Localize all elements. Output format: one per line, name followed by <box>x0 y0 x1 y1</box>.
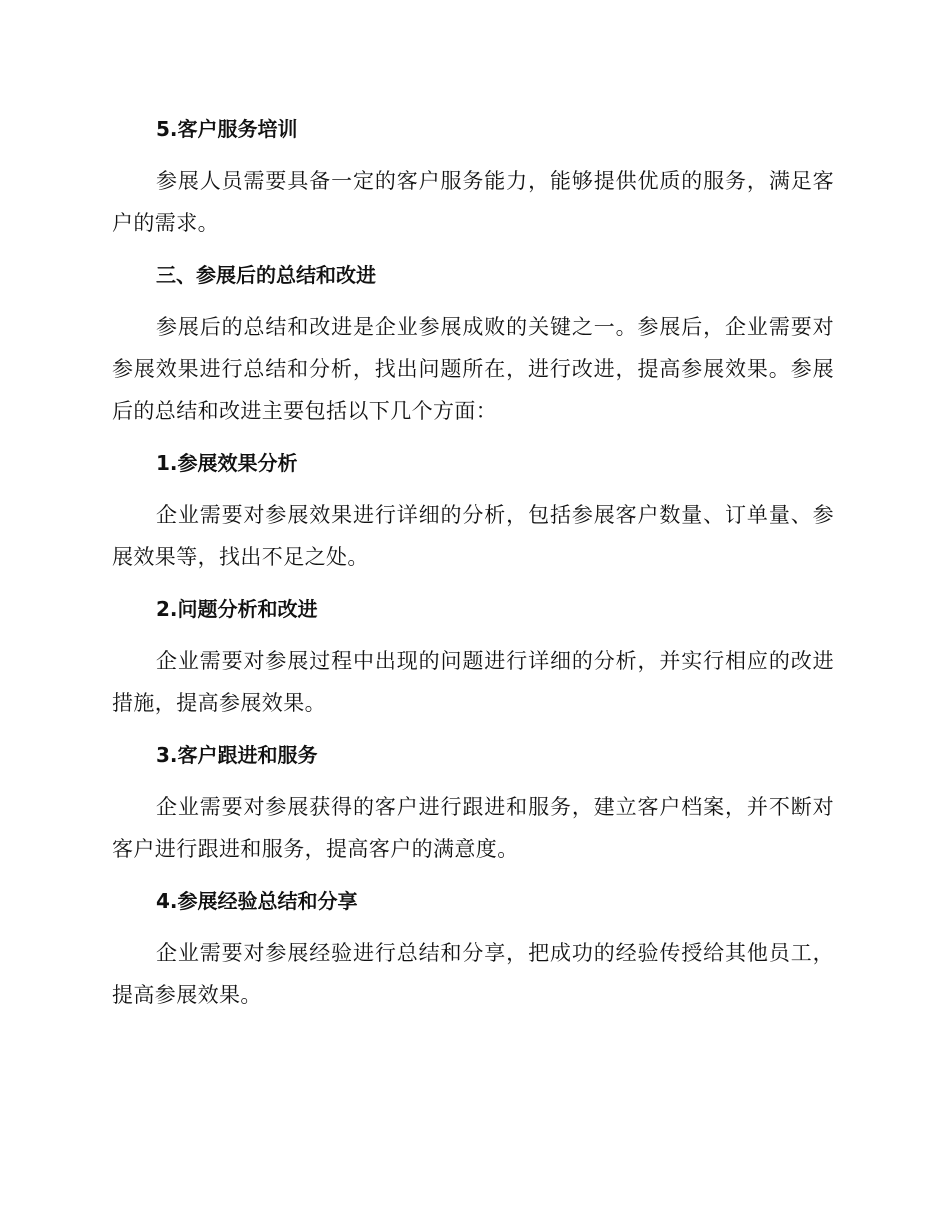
paragraph-customer-follow-up: 企业需要对参展获得的客户进行跟进和服务，建立客户档案，并不断对客户进行跟进和服务，提高客户的满意度。 <box>112 795 834 861</box>
section-heading-effect-analysis: 1.参展效果分析 <box>156 451 298 475</box>
document-body <box>112 108 834 1016</box>
paragraph-post-exhibition-summary: 参展后的总结和改进是企业参展成败的关键之一。参展后，企业需要对参展效果进行总结和分析，找出问题所在，进行改进，提高参展效果。参展后的总结和改进主要包括以下几个方面： <box>112 315 834 423</box>
section-heading-customer-follow-up: 3.客户跟进和服务 <box>156 743 318 767</box>
paragraph-customer-service-training: 参展人员需要具备一定的客户服务能力，能够提供优质的服务，满足客户的需求。 <box>112 169 834 235</box>
section-heading-experience-sharing: 4.参展经验总结和分享 <box>156 889 358 913</box>
paragraph-experience-sharing: 企业需要对参展经验进行总结和分享，把成功的经验传授给其他员工，提高参展效果。 <box>112 941 834 1007</box>
section-heading-customer-service-training: 5.客户服务培训 <box>156 117 298 141</box>
paragraph-effect-analysis: 企业需要对参展效果进行详细的分析，包括参展客户数量、订单量、参展效果等，找出不足之处。 <box>112 503 834 569</box>
paragraph-problem-analysis: 企业需要对参展过程中出现的问题进行详细的分析，并实行相应的改进措施，提高参展效果。 <box>112 649 834 715</box>
section-heading-problem-analysis: 2.问题分析和改进 <box>156 597 318 621</box>
section-heading-post-exhibition-summary: 三、参展后的总结和改进 <box>156 263 376 287</box>
